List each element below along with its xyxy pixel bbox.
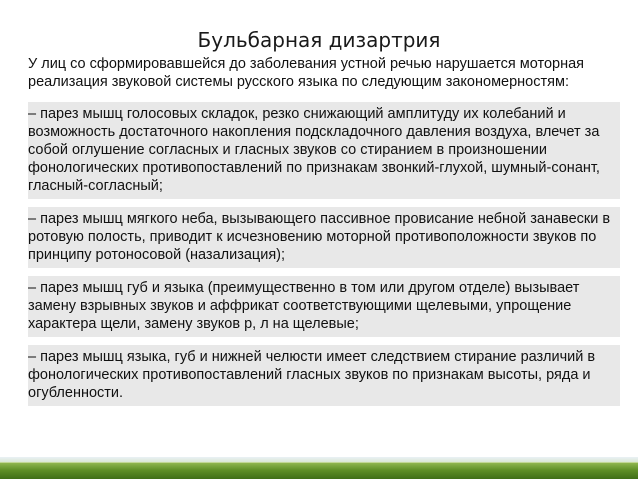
- bullet-paragraph-1: – парез мышц голосовых складок, резко снижающий амплитуду их колебаний и возможность достаточного накопления подскладочного давления воздуха, влечет за собой оглушение согласных и гласных звуков со стиранием в произношении фонологических противопоставлений по признакам звонкий-глухой, шумный-сонант, гласный-согласный;: [28, 102, 620, 199]
- slide-body: [28, 55, 620, 414]
- bullet-paragraph-4: – парез мышц языка, губ и нижней челюсти имеет следствием стирание различий в фонологических противопоставлений гласных звуков по признакам высоты, ряда и огубленности.: [28, 345, 620, 406]
- footer-landscape-decoration: [0, 457, 638, 479]
- slide-title: Бульбарная дизартрия: [197, 28, 441, 52]
- intro-paragraph: У лиц со сформировавшейся до заболевания устной речью нарушается моторная реализация звуковой системы русского языка по следующим закономерностям:: [28, 56, 585, 90]
- footer-grass: [0, 463, 638, 479]
- bullet-paragraph-2: – парез мышц мягкого неба, вызывающего пассивное провисание небной занавески в ротовую полость, приводит к исчезновению моторной противоположности звуков по принципу ротоносовой (назализация);: [28, 207, 620, 268]
- bullet-paragraph-3: – парез мышц губ и языка (преимущественно в том или другом отделе) вызывает замену взрывных звуков и аффрикат соответствующими щелевыми, упрощение характера щели, замену звуков р, л на щелевые;: [28, 276, 620, 337]
